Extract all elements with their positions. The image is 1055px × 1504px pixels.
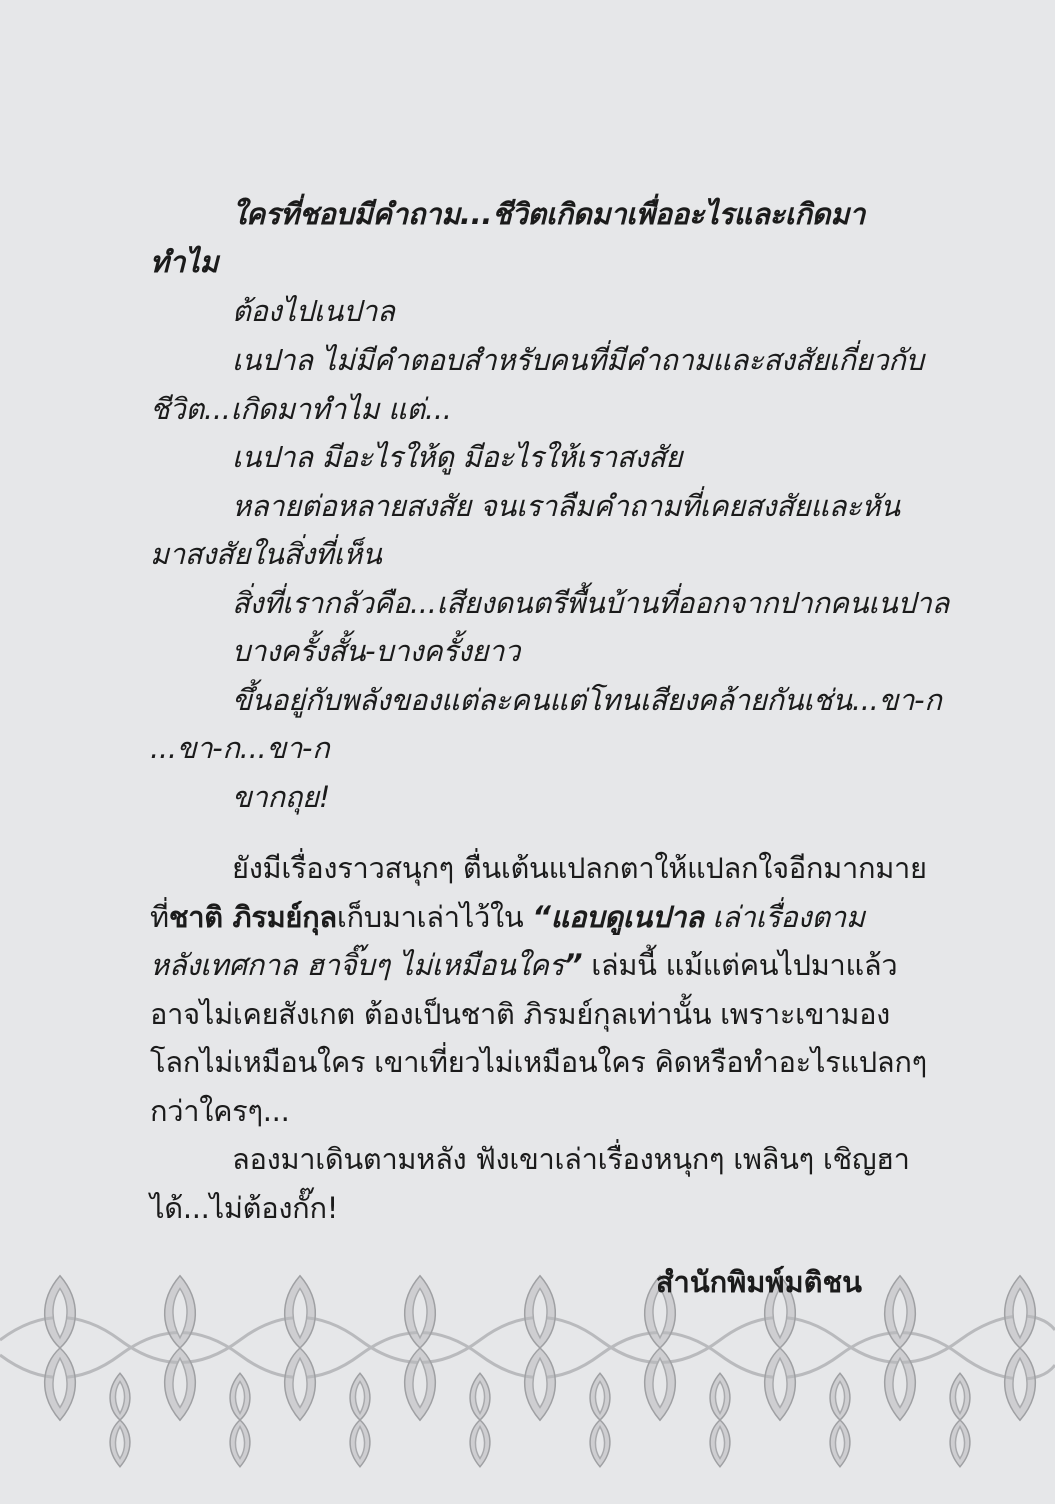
p9-line6: กว่าใครๆ... <box>150 1094 290 1128</box>
p9-line5: โลกไม่เหมือนใคร เขาเที่ยวไม่เหมือนใคร คิดหรือทำอะไรแปลกๆ <box>150 1045 927 1079</box>
p5-line1: หลายต่อหลายสงสัย จนเราลืมคำถามที่เคยสงสัยและหัน <box>232 489 900 523</box>
p1-line2: ทำไม <box>150 245 219 279</box>
p6-line1: สิ่งที่เรากลัวคือ...เสียงดนตรีพื้นบ้านที่ออกจากปากคนเนปาล <box>232 586 949 620</box>
book-title-line2: หลังเทศกาล ฮาจิ๊บๆ ไม่เหมือนใคร <box>150 948 564 982</box>
p10-line2: ได้...ไม่ต้องกั๊ก! <box>150 1191 339 1225</box>
p9-line2-a: ที่ <box>150 900 169 934</box>
p2-line1: ต้องไปเนปาล <box>232 294 395 328</box>
p3-line1: เนปาล ไม่มีคำตอบสำหรับคนที่มีคำถามและสงสัยเกี่ยวกับ <box>232 343 924 377</box>
p7-line2: ...ขา-ก...ขา-ก <box>150 731 330 765</box>
p10-line1: ลองมาเดินตามหลัง ฟังเขาเล่าเรื่องหนุกๆ เพลินๆ เชิญฮา <box>232 1142 910 1176</box>
p4-line1: เนปาล มีอะไรให้ดู มีอะไรให้เราสงสัย <box>232 440 683 474</box>
p9-line2 <box>150 897 865 937</box>
thai-ornament-border <box>0 1270 1055 1504</box>
publisher-name: สำนักพิมพ์มติชน <box>655 1265 862 1299</box>
p9-line3 <box>150 945 897 985</box>
p7-line1: ขึ้นอยู่กับพลังของแต่ละคนแต่โทนเสียงคล้ายกันเช่น...ขา-ก <box>232 683 942 717</box>
book-title-bold: “แอบดูเนปาล <box>532 900 704 934</box>
book-title-rest: เล่าเรื่องตาม <box>703 900 865 934</box>
author-name: ชาติ ภิรมย์กุล <box>168 900 337 934</box>
p9-line1: ยังมีเรื่องราวสนุกๆ ตื่นเต้นแปลกตาให้แปลกใจอีกมากมาย <box>232 851 927 885</box>
p9-line2-b: เก็บมาเล่าไว้ใน <box>336 900 533 934</box>
p3-line2: ชีวิต...เกิดมาทำไม แต่... <box>150 392 452 426</box>
p5-line2: มาสงสัยในสิ่งที่เห็น <box>150 537 382 571</box>
book-title-close-quote: ” <box>563 948 583 982</box>
p1-line1: ใครที่ชอบมีคำถาม...ชีวิตเกิดมาเพื่ออะไรและเกิดมา <box>232 197 866 231</box>
p9-line3-rest: เล่มนี้ แม้แต่คนไปมาแล้ว <box>582 948 898 982</box>
p6-line2: บางครั้งสั้น-บางครั้งยาว <box>232 634 521 668</box>
p9-line4: อาจไม่เคยสังเกต ต้องเป็นชาติ ภิรมย์กุลเท่านั้น เพราะเขามอง <box>150 997 891 1031</box>
p8-line1: ขากถุย! <box>232 780 331 814</box>
